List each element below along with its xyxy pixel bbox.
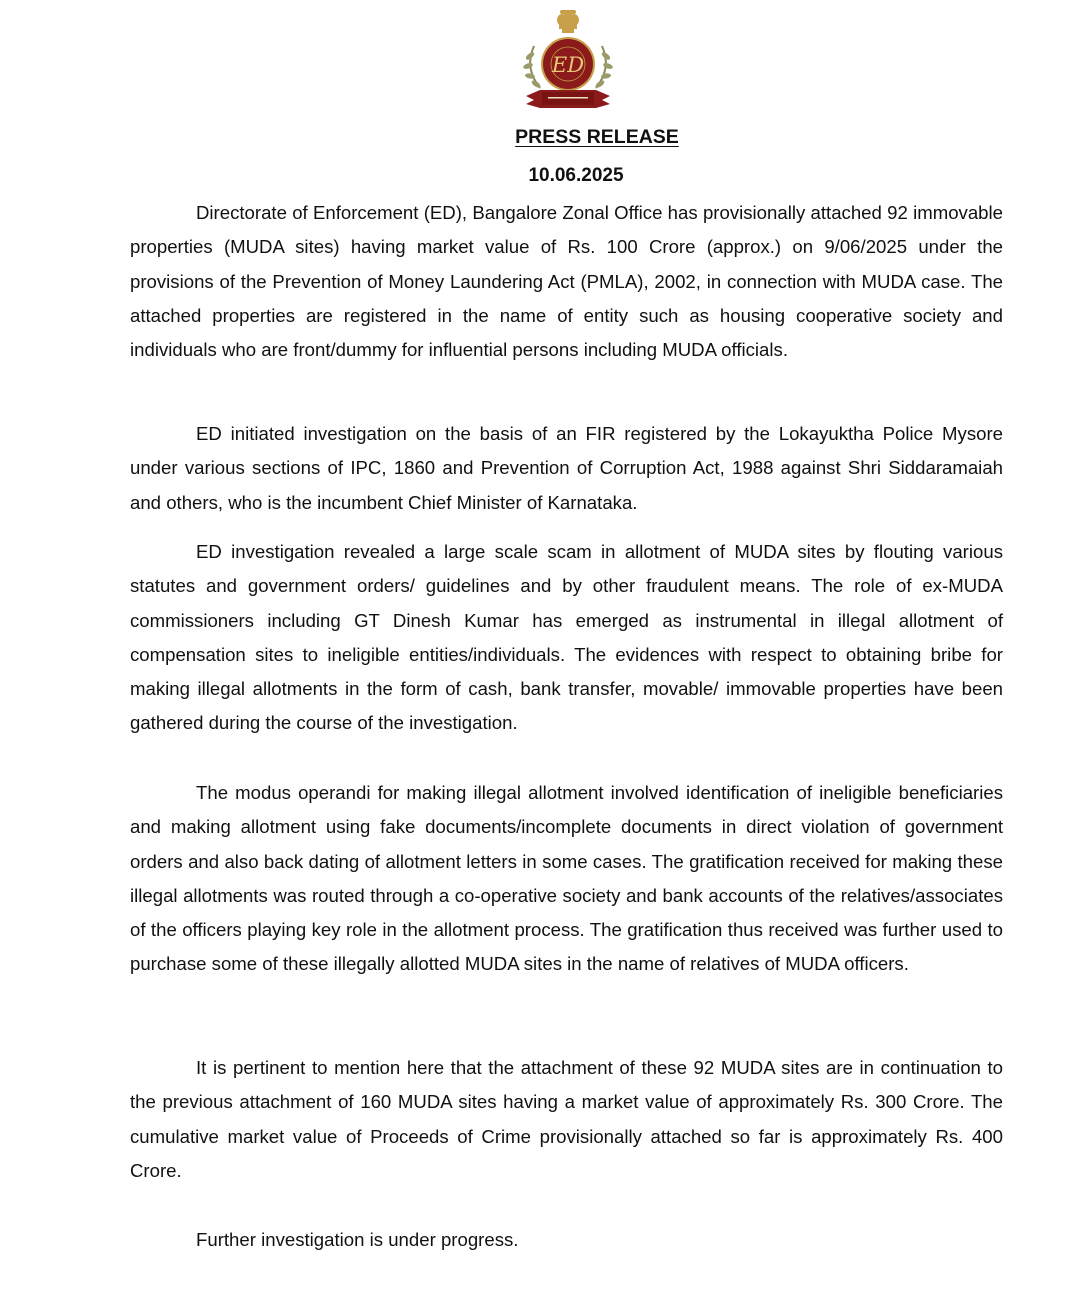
svg-text:ED: ED [551,53,585,77]
release-date: 10.06.2025 [528,165,624,186]
paragraph-cumulative-attachment: It is pertinent to mention here that the attachment of these 92 MUDA sites are in continuation to the previous attachment of 160 MUDA sites having a market value of approximately Rs. 300 Crore. The cumulative market value of Proceeds of Crime provisionally attached so far is approximately Rs. 400 Crore. [130,1057,1003,1181]
page-title: PRESS RELEASE [515,126,679,148]
paragraph-attachment: Directorate of Enforcement (ED), Bangalore Zonal Office has provisionally attached 92 immovable properties (MUDA sites) having market value of Rs. 100 Crore (approx.) on 9/06/2025 under the provisions of the Prevention of Money Laundering Act (PMLA), 2002, in connection with MUDA case. The attached properties are registered in the name of entity such as housing cooperative society and individuals who are front/dummy for influential persons including MUDA officials. [130,202,1003,361]
paragraph-modus-operandi: The modus operandi for making illegal allotment involved identification of ineligible beneficiaries and making allotment using fake documents/incomplete documents in direct violation of government orders and also back dating of allotment letters in some cases. The gratification received for making these illegal allotments was routed through a co-operative society and bank accounts of the relatives/associates of the officers playing key role in the allotment process. The gratification thus received was further used to purchase some of these illegally allotted MUDA sites in the name of relatives of MUDA officers. [130,782,1003,975]
paragraph-further-investigation: Further investigation is under progress. [196,1229,519,1250]
paragraph-fir: ED initiated investigation on the basis of an FIR registered by the Lokayuktha Police Mysore under various sections of IPC, 1860 and Prevention of Corruption Act, 1988 against Shri Siddaramaiah and others, who is the incumbent Chief Minister of Karnataka. [130,423,1003,513]
enforcement-directorate-emblem-icon [512,6,624,114]
paragraph-investigation-findings: ED investigation revealed a large scale scam in allotment of MUDA sites by flouting various statutes and government orders/ guidelines and by other fraudulent means. The role of ex-MUDA commissioners including GT Dinesh Kumar has emerged as instrumental in illegal allotment of compensation sites to ineligible entities/individuals. The evidences with respect to obtaining bribe for making illegal allotments in the form of cash, bank transfer, movable/ immovable properties have been gathered during the course of the investigation. [130,541,1003,734]
